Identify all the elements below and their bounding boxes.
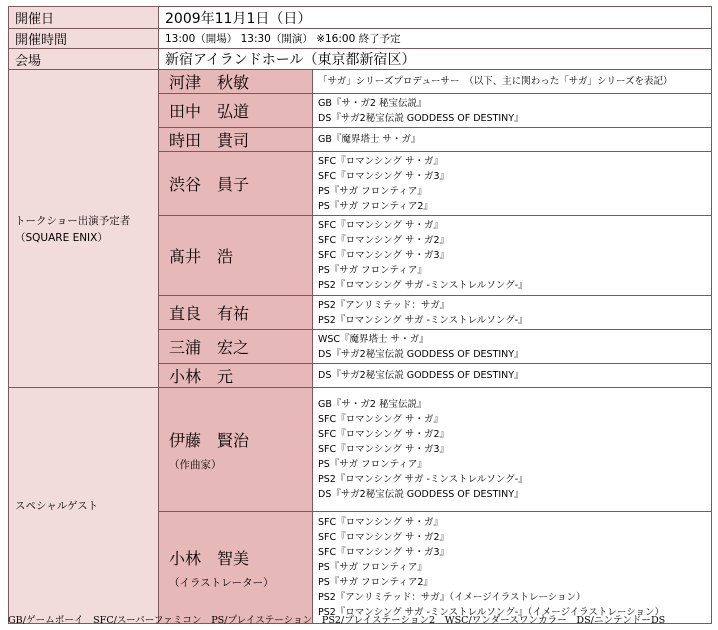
work-item: DS『サガ2秘宝伝説 GODDESS OF DESTINY』 xyxy=(318,489,524,500)
member-works-cell xyxy=(313,152,712,216)
member-works-cell xyxy=(313,388,712,512)
member-role: （イラストレーター） xyxy=(169,576,274,589)
work-item: SFC『ロマンシング サ・ガ』 xyxy=(318,517,443,528)
member-name-cell xyxy=(159,128,313,152)
time-label: 開催時間 xyxy=(9,29,159,49)
guests-section-label xyxy=(9,388,159,624)
member-name-cell xyxy=(159,94,313,128)
work-item: PS2『ロマンシング サガ -ミンストレルソング-』（イメージイラストレーション） xyxy=(318,607,664,618)
work-item: GB『サ・ガ2 秘宝伝説』 xyxy=(318,399,427,410)
table-row xyxy=(9,388,712,512)
member-name: 小林 元 xyxy=(169,367,234,386)
time-value: 13:00（開場） 13:30（開演） ※16:00 終了予定 xyxy=(159,29,712,49)
date-label: 開催日 xyxy=(9,7,159,29)
work-item: SFC『ロマンシング サ・ガ』 xyxy=(318,414,443,425)
work-item: PS2『アンリミテッド：サガ』 xyxy=(318,299,450,311)
member-works-cell xyxy=(313,128,712,152)
work-item: PS『サガ フロンティア』 xyxy=(318,185,427,197)
work-item: SFC『ロマンシング サ・ガ2』 xyxy=(318,532,450,543)
work-item: GB『魔界塔士 サ・ガ』 xyxy=(318,134,421,145)
member-role: （作曲家） xyxy=(169,458,222,471)
work-item: SFC『ロマンシング サ・ガ』 xyxy=(318,155,443,167)
work-item: PS『サガ フロンティア』 xyxy=(318,562,427,573)
work-item: PS2『アンリミテッド：サガ』（イメージイラストレーション） xyxy=(318,592,586,603)
date-value: 2009年11月1日（日） xyxy=(159,7,712,29)
member-name: 時田 貴司 xyxy=(169,131,250,150)
member-name: 渋谷 員子 xyxy=(169,175,250,194)
work-item: SFC『ロマンシング サ・ガ3』 xyxy=(318,444,450,455)
work-item: PS2『ロマンシング サガ -ミンストレルソング-』 xyxy=(318,314,528,326)
work-item: SFC『ロマンシング サ・ガ2』 xyxy=(318,235,450,246)
section-title: トークショー出演予定者 xyxy=(15,214,131,227)
member-name-cell xyxy=(159,70,313,94)
work-item: PS2『ロマンシング サガ -ミンストレルソング-』 xyxy=(318,280,528,291)
member-name: 髙井 浩 xyxy=(169,247,234,266)
work-item: PS『サガ フロンティア』 xyxy=(318,459,427,470)
member-works-cell xyxy=(313,70,712,94)
date-row xyxy=(9,7,712,29)
work-item: SFC『ロマンシング サ・ガ2』 xyxy=(318,429,450,440)
work-item: DS『サガ2秘宝伝説 GODDESS OF DESTINY』 xyxy=(318,348,524,360)
work-item: PS『サガ フロンティア2』 xyxy=(318,200,433,212)
work-item: SFC『ロマンシング サ・ガ』 xyxy=(318,220,443,231)
venue-label: 会場 xyxy=(9,49,159,70)
work-item: SFC『ロマンシング サ・ガ3』 xyxy=(318,170,450,182)
member-works-cell xyxy=(313,216,712,296)
work-item: DS『サガ2秘宝伝説 GODDESS OF DESTINY』 xyxy=(318,370,524,381)
section-title: スペシャルゲスト xyxy=(15,500,99,512)
member-works-cell xyxy=(313,364,712,388)
work-item: 「サガ」シリーズプロデューサー （以下、主に関わった「サガ」シリーズを表記） xyxy=(318,76,673,87)
member-name-cell xyxy=(159,216,313,296)
venue-value: 新宿アイランドホール（東京都新宿区） xyxy=(159,49,712,70)
work-item: WSC『魔界塔士 サ・ガ』 xyxy=(318,333,429,345)
member-name-cell xyxy=(159,330,313,364)
member-name-cell xyxy=(159,152,313,216)
member-name-cell xyxy=(159,388,313,512)
table-row xyxy=(9,70,712,94)
member-works-cell xyxy=(313,512,712,624)
time-row xyxy=(9,29,712,49)
venue-row xyxy=(9,49,712,70)
work-item: GB『サ・ガ2 秘宝伝説』 xyxy=(318,97,427,109)
member-name: 直良 有祐 xyxy=(169,304,250,323)
member-works-cell xyxy=(313,330,712,364)
member-works-cell xyxy=(313,94,712,128)
member-name-cell xyxy=(159,364,313,388)
platform-legend: GB/ゲームボーイ SFC/スーパーファミコン PS/プレイステーション PS2/プレイステーション2 WSC/ワンダースワンカラー DS/ニンテンドーDS xyxy=(8,615,666,626)
work-item: PS2『ロマンシング サガ -ミンストレルソング-』 xyxy=(318,474,528,485)
member-name-cell xyxy=(159,296,313,330)
member-works-cell xyxy=(313,296,712,330)
work-item: SFC『ロマンシング サ・ガ3』 xyxy=(318,547,450,558)
work-item: SFC『ロマンシング サ・ガ3』 xyxy=(318,250,450,261)
work-item: PS『サガ フロンティア2』 xyxy=(318,577,433,588)
member-name-cell xyxy=(159,512,313,624)
section-subtitle: （SQUARE ENIX） xyxy=(15,231,108,244)
talkshow-section-label xyxy=(9,70,159,388)
member-name: 伊藤 賢治 xyxy=(169,430,250,450)
work-item: PS『サガ フロンティア』 xyxy=(318,265,427,276)
member-name: 河津 秋敏 xyxy=(169,73,250,92)
event-schedule-table xyxy=(8,6,712,624)
member-name: 田中 弘道 xyxy=(169,102,250,121)
member-name: 小林 智美 xyxy=(169,548,250,568)
member-name: 三浦 宏之 xyxy=(169,338,250,357)
work-item: DS『サガ2秘宝伝説 GODDESS OF DESTINY』 xyxy=(318,112,524,124)
